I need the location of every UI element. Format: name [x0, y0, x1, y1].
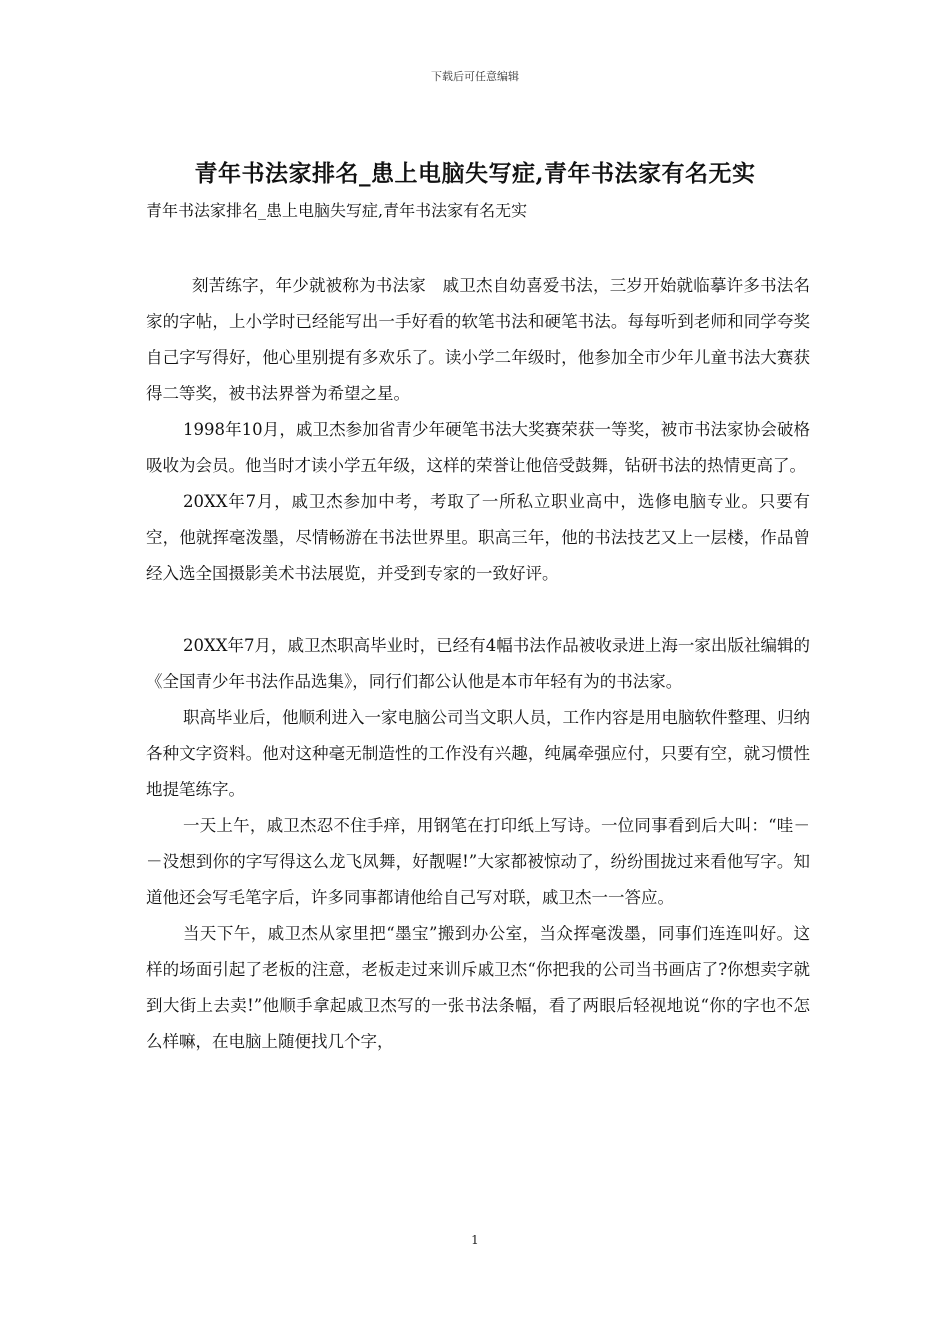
paragraph: 一天上午，戚卫杰忍不住手痒，用钢笔在打印纸上写诗。一位同事看到后大叫：“哇－－没想到你的字写得这么龙飞凤舞，好靓喔!”大家都被惊动了，纷纷围拢过来看他写字。知道他还会写毛笔字后，许多同事都请他给自己写对联，戚卫杰一一答应。	[146, 816, 810, 907]
paragraph: 20XX年7月，戚卫杰职高毕业时，已经有4幅书法作品被收录进上海一家出版社编辑的《全国青少年书法作品选集》，同行们都公认他是本市年轻有为的书法家。	[146, 636, 810, 691]
paragraph: 1998年10月，戚卫杰参加省青少年硬笔书法大奖赛荣获一等奖，被市书法家协会破格吸收为会员。他当时才读小学五年级，这样的荣誉让他倍受鼓舞，钻研书法的热情更高了。	[146, 420, 810, 475]
paragraph: 刻苦练字，年少就被称为书法家 戚卫杰自幼喜爱书法，三岁开始就临摹许多书法名家的字帖，上小学时已经能写出一手好看的软笔书法和硬笔书法。每每听到老师和同学夸奖自己字写得好，他心里别提有多欢乐了。读小学二年级时，他参加全市少年儿童书法大赛获得二等奖，被书法界誉为希望之星。	[146, 276, 810, 403]
document-title: 青年书法家排名_患上电脑失写症,青年书法家有名无实	[194, 160, 756, 187]
paragraph: 职高毕业后，他顺利进入一家电脑公司当文职人员，工作内容是用电脑软件整理、归纳各种文字资料。他对这种毫无制造性的工作没有兴趣，纯属牵强应付，只要有空，就习惯性地提笔练字。	[146, 708, 810, 799]
document-body	[146, 268, 810, 1060]
paragraph: 20XX年7月，戚卫杰参加中考，考取了一所私立职业高中，选修电脑专业。只要有空，他就挥毫泼墨，尽情畅游在书法世界里。职高三年，他的书法技艺又上一层楼，作品曾经入选全国摄影美术书法展览，并受到专家的一致好评。	[146, 492, 810, 583]
page-number: 1	[471, 1233, 479, 1247]
document-subtitle: 青年书法家排名_患上电脑失写症,青年书法家有名无实	[146, 201, 528, 220]
paragraph: 当天下午，戚卫杰从家里把“墨宝”搬到办公室，当众挥毫泼墨，同事们连连叫好。这样的场面引起了老板的注意，老板走过来训斥戚卫杰“你把我的公司当书画店了?你想卖字就到大街上去卖!”他顺手拿起戚卫杰写的一张书法条幅，看了两眼后轻视地说“你的字也不怎么样嘛，在电脑上随便找几个字，	[146, 924, 810, 1051]
header-note: 下载后可任意编辑	[431, 70, 519, 83]
